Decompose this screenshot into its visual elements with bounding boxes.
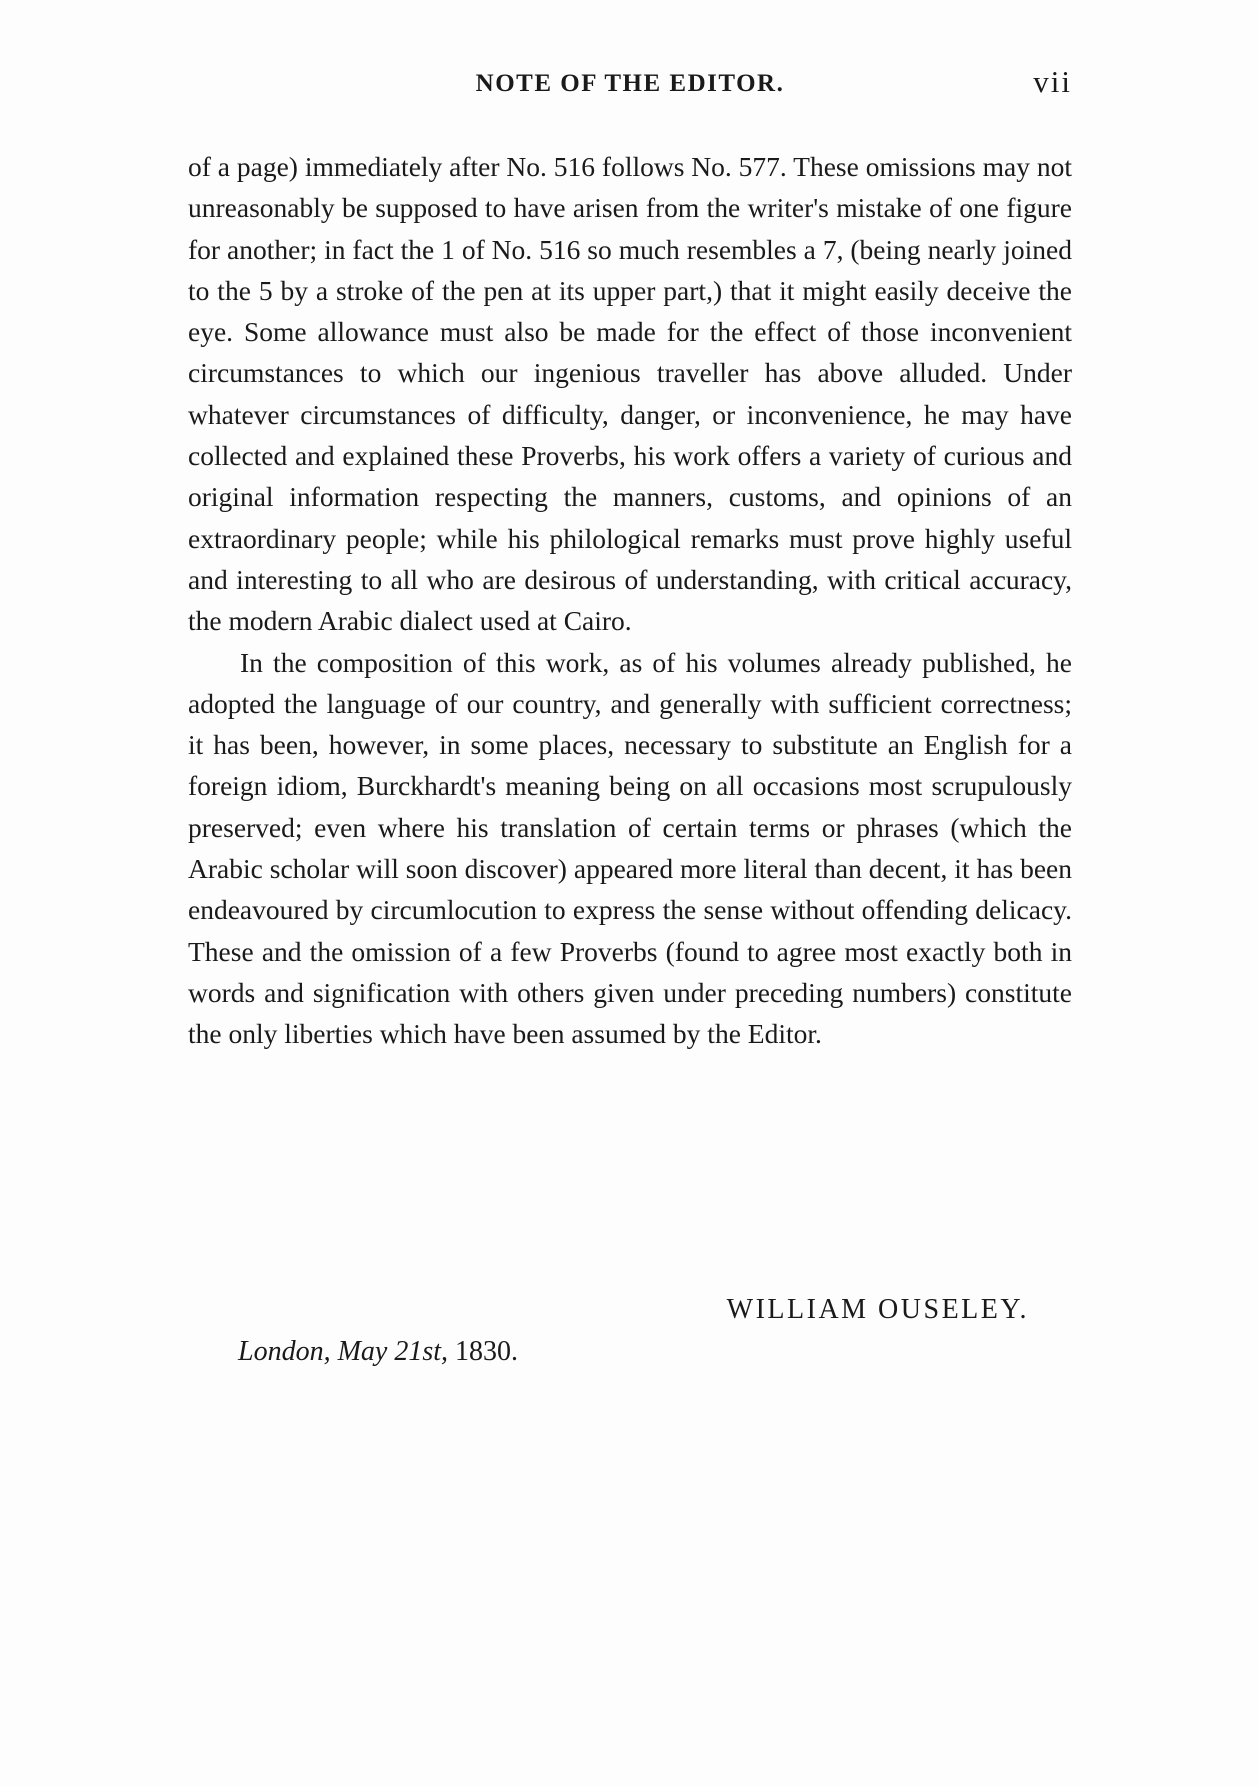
running-head xyxy=(188,64,1072,104)
editor-signature: WILLIAM OUSELEY. xyxy=(726,1294,1029,1325)
paragraph-1: of a page) immediately after No. 516 follows No. 577. These omissions may not unreasonably be supposed to have arisen from the writer's mistake of one figure for another; in fact the 1 of No. 516 so much resembles a 7, (being nearly joined to the 5 by a stroke of the pen at its upper part,) that it might easily deceive the eye. Some allowance must also be made for the effect of those inconvenient circumstances to which our ingenious traveller has above alluded. Under whatever circumstances of difficulty, danger, or inconvenience, he may have collected and explained these Proverbs, his work offers a variety of curious and original information respecting the manners, customs, and opinions of an extraordinary people; while his philological remarks must prove highly useful and interesting to all who are desirous of understanding, with critical accuracy, the modern Arabic dialect used at Cairo. xyxy=(188,151,1072,637)
running-head-title: NOTE OF THE EDITOR. xyxy=(475,70,785,97)
dateline-place-date: London, May 21st, xyxy=(238,1336,448,1367)
paragraph-2: In the composition of this work, as of his volumes already published, he adopted the language of our country, and generally with sufficient correctness; it has been, however, in some places, necessary to substitute an English for a foreign idiom, Burckhardt's meaning being on all occasions most scrupulously preserved; even where his translation of certain terms or phrases (which the Arabic scholar will soon discover) appeared more literal than decent, it has been endeavoured by circumlocution to express the sense without offending delicacy. These and the omission of a few Proverbs (found to agree most exactly both in words and signification with others given under preceding numbers) constitute the only liberties which have been assumed by the Editor. xyxy=(188,646,1072,1050)
page-number: vii xyxy=(1033,64,1072,99)
dateline xyxy=(238,1336,518,1368)
body-text xyxy=(188,146,1072,1055)
dateline-year: 1830. xyxy=(455,1336,518,1367)
